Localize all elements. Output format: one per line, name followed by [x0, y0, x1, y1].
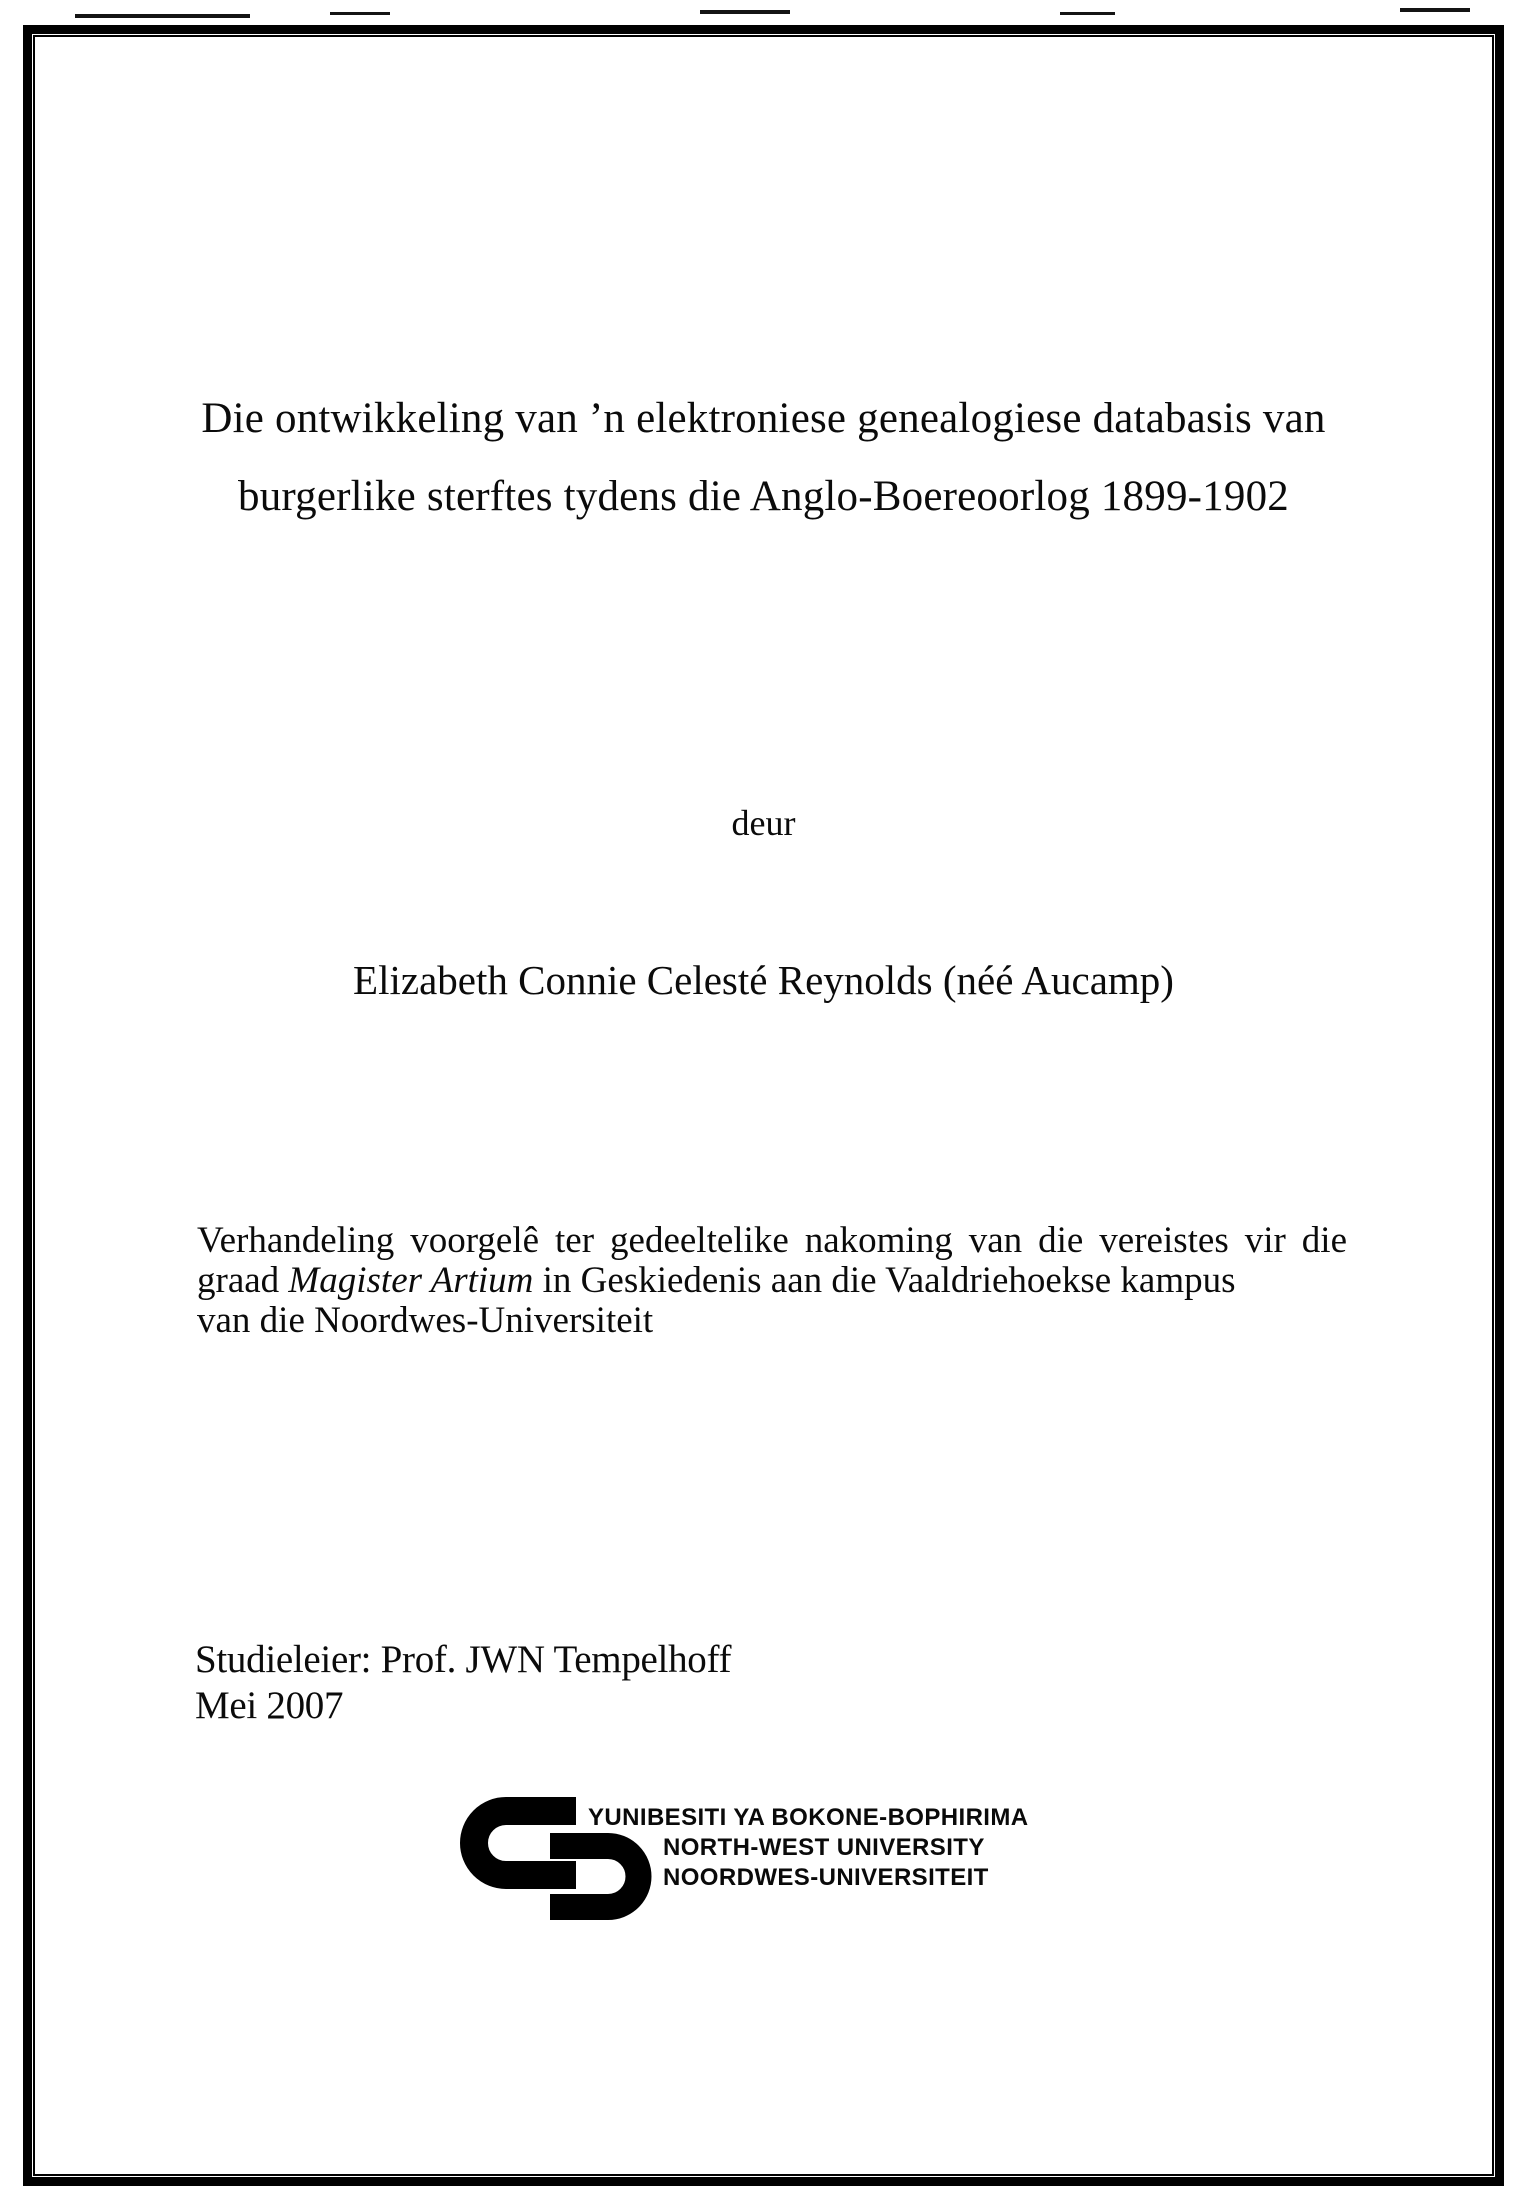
university-logo [458, 1797, 1118, 1937]
date-line: Mei 2007 [195, 1684, 344, 1727]
scan-artifact [75, 14, 250, 18]
scan-artifact [330, 12, 390, 15]
logo-text-block [588, 1803, 1029, 1893]
statement-line-3: van die Noordwes-Universiteit [197, 1300, 654, 1341]
scan-artifact [1060, 12, 1115, 15]
scan-artifact [1400, 8, 1470, 12]
logo-text-afrikaans: NOORDWES-UNIVERSITEIT [663, 1864, 989, 1891]
statement-line-1: Verhandeling voorgelê ter gedeeltelike nakoming van die vereistes vir die [197, 1220, 1347, 1261]
thesis-statement [197, 1221, 1347, 1341]
title-line-1: Die ontwikkeling van ’n elektroniese genealogiese databasis van [201, 395, 1326, 442]
byline-deur: deur [731, 803, 796, 843]
supervisor-block [195, 1637, 731, 1729]
supervisor-line: Studieleier: Prof. JWN Tempelhoff [195, 1638, 732, 1681]
author-name: Elizabeth Connie Celesté Reynolds (néé Aucamp) [353, 957, 1174, 1003]
magister-artium-italic: Magister Artium [288, 1260, 534, 1301]
logo-text-english: NORTH-WEST UNIVERSITY [663, 1834, 985, 1861]
statement-line-2 [197, 1261, 1347, 1301]
logo-text-setswana: YUNIBESITI YA BOKONE-BOPHIRIMA [588, 1804, 1029, 1831]
title-line-2: burgerlike sterftes tydens die Anglo-Boereoorlog 1899-1902 [238, 473, 1289, 520]
statement-line-2-suffix: in Geskiedenis aan die Vaaldriehoekse kampus [533, 1260, 1236, 1301]
thesis-title [38, 380, 1489, 536]
scan-artifact [700, 10, 790, 14]
statement-line-2-prefix: graad [197, 1260, 289, 1301]
